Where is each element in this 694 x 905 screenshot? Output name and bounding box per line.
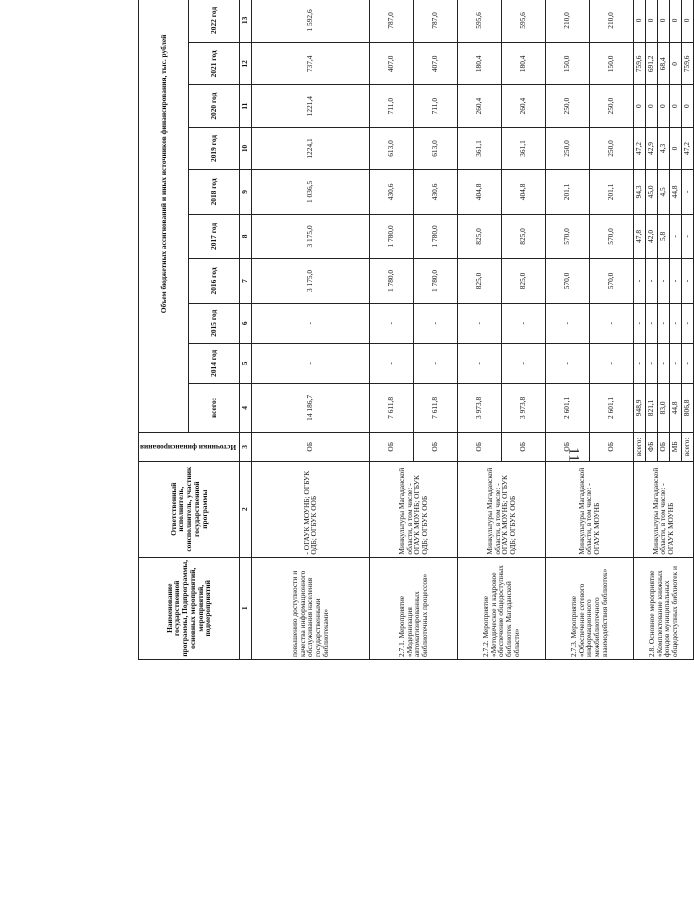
- header-year: 2017 год: [189, 214, 239, 259]
- value-cell: 250,0: [589, 127, 633, 169]
- value-cell: -: [669, 259, 681, 304]
- row-source: всего:: [633, 432, 645, 461]
- value-cell: -: [645, 303, 657, 343]
- value-cell: 5,8: [657, 214, 669, 259]
- value-cell: 3 175,0: [251, 259, 369, 304]
- value-cell: -: [681, 303, 693, 343]
- value-cell: 68,4: [657, 43, 669, 85]
- column-index-row: [239, 0, 251, 660]
- table-row: [251, 0, 369, 660]
- value-cell: 613,0: [413, 127, 457, 169]
- value-cell: 570,0: [545, 214, 589, 259]
- value-cell: 759,6: [681, 43, 693, 85]
- row-executor: Минкультуры Магаданской области, в том числе: - ОГАУК МОУНБ: [633, 461, 693, 557]
- value-cell: 94,3: [633, 170, 645, 215]
- value-cell: 250,0: [589, 85, 633, 127]
- value-cell: -: [369, 303, 413, 343]
- value-cell: 180,4: [501, 43, 545, 85]
- row-executor: - ОГАУК МОУНБ; ОГБУК ОДБ; ОГБУК ООБ: [251, 461, 369, 557]
- header-volume: Объем бюджетных ассигнований и иных источников финансирования, тыс. рублей: [139, 0, 189, 432]
- rotated-table-frame: [138, 0, 692, 660]
- value-cell: 407,0: [369, 43, 413, 85]
- budget-table: [138, 0, 694, 660]
- value-cell: -: [545, 303, 589, 343]
- value-cell: 47,8: [633, 214, 645, 259]
- value-cell: 613,0: [369, 127, 413, 169]
- value-cell: 44,8: [669, 170, 681, 215]
- row-source: ФБ: [645, 432, 657, 461]
- value-cell: 825,0: [457, 259, 501, 304]
- table-body: [251, 0, 693, 660]
- header-year: 2014 год: [189, 343, 239, 383]
- value-cell: 0: [669, 85, 681, 127]
- row-source: ОБ: [545, 432, 589, 461]
- value-cell: -: [369, 343, 413, 383]
- value-cell: -: [669, 214, 681, 259]
- value-cell: 250,0: [545, 127, 589, 169]
- value-cell: 0: [669, 0, 681, 43]
- value-cell: 361,1: [501, 127, 545, 169]
- value-cell: 3 973,8: [501, 383, 545, 432]
- row-executor: Минкультуры Магаданской области, в том числе: - ОГАУК МОУНБ; ОГБУК ОДБ; ОГБУК ООБ: [457, 461, 545, 557]
- value-cell: -: [545, 343, 589, 383]
- value-cell: -: [589, 343, 633, 383]
- row-executor: Минкультуры Магаданской области, в том числе: - ОГАУК МОУНБ: [545, 461, 633, 557]
- value-cell: -: [657, 343, 669, 383]
- value-cell: 45,0: [645, 170, 657, 215]
- col-index: 6: [239, 303, 251, 343]
- value-cell: 0: [657, 0, 669, 43]
- value-cell: -: [645, 259, 657, 304]
- value-cell: 711,0: [369, 85, 413, 127]
- row-name: повышению доступности и качества информационного обслуживания населения государственными библиотеками»: [251, 557, 369, 659]
- value-cell: 759,6: [633, 43, 645, 85]
- row-source: ОБ: [657, 432, 669, 461]
- value-cell: 821,1: [645, 383, 657, 432]
- table-row: [633, 0, 645, 660]
- value-cell: 7 611,8: [369, 383, 413, 432]
- header-name: Наименование государственной программы, Подпрограммы, основных мероприятий, мероприятий, подмероприятий: [139, 557, 240, 659]
- value-cell: 404,8: [457, 170, 501, 215]
- col-index: 13: [239, 0, 251, 43]
- value-cell: 44,8: [669, 383, 681, 432]
- header-year: 2022 год: [189, 0, 239, 43]
- value-cell: 361,1: [457, 127, 501, 169]
- value-cell: 407,0: [413, 43, 457, 85]
- col-index: 1: [239, 557, 251, 659]
- value-cell: 47,2: [681, 127, 693, 169]
- value-cell: 201,1: [545, 170, 589, 215]
- value-cell: 260,4: [457, 85, 501, 127]
- value-cell: 787,0: [413, 0, 457, 43]
- row-source: ОБ: [501, 432, 545, 461]
- col-index: 11: [239, 85, 251, 127]
- col-index: 12: [239, 43, 251, 85]
- col-index: 7: [239, 259, 251, 304]
- col-index: 10: [239, 127, 251, 169]
- value-cell: 2 601,1: [545, 383, 589, 432]
- value-cell: 1224,1: [251, 127, 369, 169]
- row-source: ОБ: [369, 432, 413, 461]
- table-row: [457, 0, 501, 660]
- value-cell: 1 780,0: [413, 214, 457, 259]
- value-cell: 4,5: [657, 170, 669, 215]
- value-cell: -: [681, 170, 693, 215]
- col-index: 2: [239, 461, 251, 557]
- value-cell: -: [657, 259, 669, 304]
- value-cell: 825,0: [501, 214, 545, 259]
- row-source: всего:: [681, 432, 693, 461]
- value-cell: 430,6: [413, 170, 457, 215]
- col-index: 8: [239, 214, 251, 259]
- row-source: ОБ: [413, 432, 457, 461]
- row-name: 2.7.1. Мероприятие «Модернизация автоматизированных библиотечных процессов»: [369, 557, 457, 659]
- value-cell: 3 973,8: [457, 383, 501, 432]
- row-source: ОБ: [251, 432, 369, 461]
- row-source: ОБ: [589, 432, 633, 461]
- value-cell: 0: [669, 43, 681, 85]
- value-cell: 0: [669, 127, 681, 169]
- value-cell: 0: [657, 85, 669, 127]
- value-cell: 4,3: [657, 127, 669, 169]
- value-cell: 570,0: [545, 259, 589, 304]
- header-year: 2016 год: [189, 259, 239, 304]
- value-cell: 1221,4: [251, 85, 369, 127]
- value-cell: 3 175,0: [251, 214, 369, 259]
- value-cell: 0: [633, 85, 645, 127]
- value-cell: -: [413, 303, 457, 343]
- col-index: 9: [239, 170, 251, 215]
- value-cell: 948,9: [633, 383, 645, 432]
- value-cell: 691,2: [645, 43, 657, 85]
- value-cell: -: [457, 303, 501, 343]
- value-cell: 2 601,1: [589, 383, 633, 432]
- value-cell: 260,4: [501, 85, 545, 127]
- value-cell: -: [413, 343, 457, 383]
- table-row: [545, 0, 589, 660]
- value-cell: 0: [645, 0, 657, 43]
- row-executor: Минкультуры Магаданской области, в том числе: - ОГАУК МОУНБ; ОГБУК ОДБ; ОГБУК ООБ: [369, 461, 457, 557]
- value-cell: 570,0: [589, 214, 633, 259]
- row-name: 2.7.3. Мероприятие «Обеспечение сетевого информационного межбиблиотечного взаимодействия библиотек»: [545, 557, 633, 659]
- value-cell: 737,4: [251, 43, 369, 85]
- value-cell: -: [589, 303, 633, 343]
- row-source: ОБ: [457, 432, 501, 461]
- value-cell: 595,6: [457, 0, 501, 43]
- value-cell: -: [633, 259, 645, 304]
- value-cell: 83,0: [657, 383, 669, 432]
- header-year: 2021 год: [189, 43, 239, 85]
- value-cell: -: [657, 303, 669, 343]
- header-year: 2020 год: [189, 85, 239, 127]
- value-cell: -: [681, 214, 693, 259]
- value-cell: 0: [681, 85, 693, 127]
- value-cell: 150,0: [589, 43, 633, 85]
- header-source: Источники финансирования: [139, 432, 240, 461]
- value-cell: 180,4: [457, 43, 501, 85]
- value-cell: 210,0: [545, 0, 589, 43]
- value-cell: -: [501, 303, 545, 343]
- value-cell: 0: [645, 85, 657, 127]
- value-cell: 0: [633, 0, 645, 43]
- value-cell: -: [669, 303, 681, 343]
- value-cell: 787,0: [369, 0, 413, 43]
- value-cell: 806,8: [681, 383, 693, 432]
- value-cell: -: [251, 303, 369, 343]
- col-index: 4: [239, 383, 251, 432]
- row-source: МБ: [669, 432, 681, 461]
- value-cell: 42,9: [645, 127, 657, 169]
- header-total: всего:: [189, 383, 239, 432]
- value-cell: 825,0: [457, 214, 501, 259]
- value-cell: -: [645, 343, 657, 383]
- value-cell: -: [681, 343, 693, 383]
- value-cell: 0: [681, 0, 693, 43]
- value-cell: 404,8: [501, 170, 545, 215]
- col-index: 3: [239, 432, 251, 461]
- value-cell: 201,1: [589, 170, 633, 215]
- value-cell: 150,0: [545, 43, 589, 85]
- value-cell: 1 780,0: [413, 259, 457, 304]
- value-cell: 250,0: [545, 85, 589, 127]
- value-cell: 47,2: [633, 127, 645, 169]
- value-cell: -: [633, 303, 645, 343]
- value-cell: -: [251, 343, 369, 383]
- value-cell: -: [669, 343, 681, 383]
- value-cell: -: [501, 343, 545, 383]
- header-year: 2015 год: [189, 303, 239, 343]
- value-cell: 14 186,7: [251, 383, 369, 432]
- col-index: 5: [239, 343, 251, 383]
- value-cell: -: [681, 259, 693, 304]
- value-cell: 1 780,0: [369, 259, 413, 304]
- table-row: [369, 0, 413, 660]
- header-executor: Ответственный исполнитель, соисполнитель, участник государственной программы: [139, 461, 240, 557]
- row-name: 2.8. Основное мероприятие «Комплектование книжных фондов муниципальных общедоступных библиотек и: [633, 557, 693, 659]
- value-cell: -: [633, 343, 645, 383]
- value-cell: 595,6: [501, 0, 545, 43]
- header-year: 2018 год: [189, 170, 239, 215]
- value-cell: 1 592,6: [251, 0, 369, 43]
- header-year: 2019 год: [189, 127, 239, 169]
- value-cell: 570,0: [589, 259, 633, 304]
- value-cell: 430,6: [369, 170, 413, 215]
- value-cell: 711,0: [413, 85, 457, 127]
- value-cell: 1 780,0: [369, 214, 413, 259]
- value-cell: -: [457, 343, 501, 383]
- value-cell: 42,0: [645, 214, 657, 259]
- page-number: 11: [565, 447, 582, 462]
- value-cell: 825,0: [501, 259, 545, 304]
- value-cell: 7 611,8: [413, 383, 457, 432]
- value-cell: 1 036,5: [251, 170, 369, 215]
- row-name: 2.7.2. Мероприятие «Методическое и кадровое обеспечение общедоступных библиотек Магаданской области»: [457, 557, 545, 659]
- value-cell: 210,0: [589, 0, 633, 43]
